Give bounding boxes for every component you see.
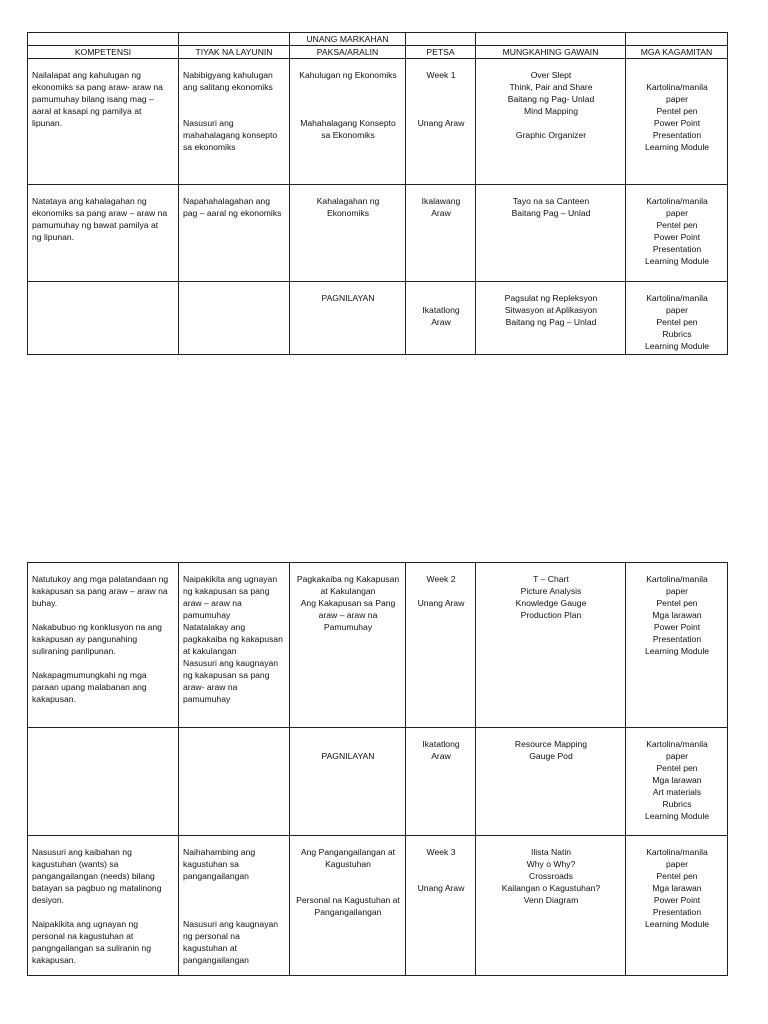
gawain-cell: Ilista Natin Why o Why? Crossroads Kailangan o Kagustuhan? Venn Diagram [501,847,601,905]
layunin-cell [179,282,289,294]
kompetensi-cell [28,282,178,294]
lesson-plan-table-top [27,32,728,355]
petsa-cell: Ikatatlong Araw [422,739,460,761]
kagamitan-cell: Kartolina/manila paper Pentel pen Mga larawan Art materials Rubrics Learning Module [644,739,710,821]
paksa-cell: PAGNILAYAN [321,751,375,761]
section-title: UNANG MARKAHAN [290,33,406,46]
kagamitan-cell: Kartolina/manila paper Pentel pen Rubrics Learning Module [644,293,710,351]
table-row [28,836,728,976]
table-row [28,563,728,728]
petsa-cell: Ikatatlong Araw [422,305,460,327]
lesson-plan-table-bottom [27,562,728,976]
kompetensi-cell: Natutukoy ang mga palatandaan ng kakapusan sa pang araw – araw na buhay. Nakabubuo ng konklusyon na ang kakapusan ay pangunahing suliraning panlipunan. Nakapagmumungkahi ng mga paraan upang malabanan ang kakapusan. [32,574,169,704]
layunin-cell: Naipakikita ang ugnayan ng kakapusan sa pang araw – araw na pamumuhay Natatalakay ang pagkakaiba ng kakapusan at kakulangan Nasusuri ang kaugnayan ng kakapusan sa pang araw- araw na pamumuhay [183,574,283,704]
paksa-cell: Kahulugan ng Ekonomiks Mahahalagang Konsepto sa Ekonomiks [299,70,397,140]
paksa-cell: Pagkakaiba ng Kakapusan at Kakulangan Ang Kakapusan sa Pang araw – araw na Pamumuhay [296,574,400,632]
layunin-cell: Naihahambing ang kagustuhan sa pangangailangan Nasusuri ang kaugnayan ng personal na kagustuhan at pangangailangan [183,847,279,965]
petsa-cell: Ikalawang Araw [421,196,461,218]
header-kompetensi: KOMPETENSI [28,46,179,59]
kompetensi-cell [28,728,178,740]
title-row [28,33,728,46]
petsa-cell: Week 1 Unang Araw [417,70,465,128]
kompetensi-cell: Nasusuri ang kaibahan ng kagustuhan (wants) sa pangangailangan (needs) bilang batayan sa pagbuo ng matalinong desiyon. Naipakikita ang ugnayan ng personal na kagustuhan at pangngailangan sa suliranin ng kakapusan. [32,847,162,965]
kompetensi-cell: Natataya ang kahalagahan ng ekonomiks sa pang araw – araw na pamumuhay ng bawat pamilya at ng lipunan. [32,196,168,242]
paksa-cell: Ang Pangangailangan at Kagustuhan Personal na Kagustuhan at Pangangailangan [296,847,400,917]
petsa-cell: Week 3 Unang Araw [417,847,465,893]
header-gawain: MUNGKAHING GAWAIN [476,46,626,59]
gawain-cell: Resource Mapping Gauge Pod [514,739,588,761]
gawain-cell: T – Chart Picture Analysis Knowledge Gauge Production Plan [515,574,587,620]
paksa-cell: Kahalagahan ng Ekonomiks [316,196,380,218]
header-kagamitan: MGA KAGAMITAN [626,46,728,59]
petsa-cell: Week 2 Unang Araw [417,574,465,608]
gawain-cell: Tayo na sa Canteen Baitang Pag – Unlad [511,196,591,218]
header-row [28,46,728,59]
kagamitan-cell: Kartolina/manila paper Pentel pen Power Point Presentation Learning Module [644,196,710,266]
table-row [28,185,728,282]
table-row [28,728,728,836]
kagamitan-cell: Kartolina/manila paper Pentel pen Mga larawan Power Point Presentation Learning Module [644,847,710,929]
layunin-cell: Nabibigyang kahulugan ang salitang ekonomiks Nasusuri ang mahahalagang konsepto sa ekonomiks [183,70,278,152]
table-row [28,282,728,355]
kompetensi-cell: Nailalapat ang kahulugan ng ekonomiks sa pang araw- araw na pamumuhay bilang isang mag – aaral at kasapi ng pamilya at lipunan. [32,70,163,128]
kagamitan-cell: Kartolina/manila paper Pentel pen Mga larawan Power Point Presentation Learning Module [644,574,710,656]
kagamitan-cell: Kartolina/manila paper Pentel pen Power Point Presentation Learning Module [644,82,710,152]
layunin-cell: Napahahalagahan ang pag – aaral ng ekonomiks [183,196,282,218]
layunin-cell [179,728,289,740]
header-petsa: PETSA [406,46,476,59]
header-layunin: TIYAK NA LAYUNIN [179,46,290,59]
table-row [28,59,728,185]
gawain-cell: Pagsulat ng Repleksyon Sitwasyon at Aplikasyon Baitang ng Pag – Unlad [504,293,598,327]
header-paksa: PAKSA/ARALIN [290,46,406,59]
gawain-cell: Over Slept Think, Pair and Share Baitang ng Pag- Unlad Mind Mapping Graphic Organizer [507,70,595,140]
paksa-cell: PAGNILAYAN [321,293,375,303]
